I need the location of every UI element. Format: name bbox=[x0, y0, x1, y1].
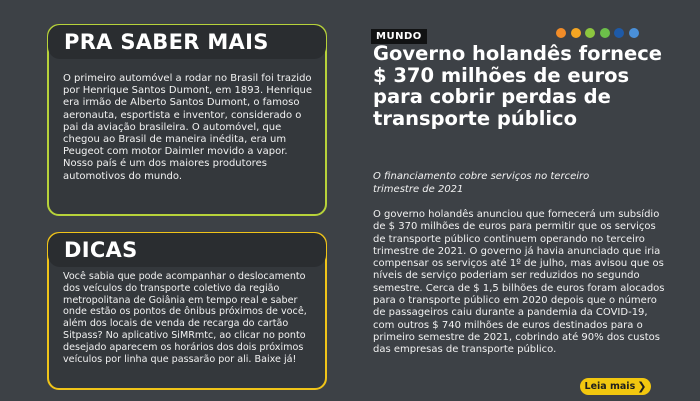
dot-amber bbox=[571, 28, 581, 38]
dot-light-green bbox=[600, 28, 610, 38]
article-headline: Governo holandês fornece $ 370 milhões de euros para cobrir perdas de transporte público bbox=[373, 42, 662, 130]
read-more-label: Leia mais bbox=[584, 381, 636, 392]
pra-saber-mais-header bbox=[48, 25, 326, 59]
pra-saber-mais-text: O primeiro automóvel a rodar no Brasil foi trazido por Henrique Santos Dumont, em 1893. Henrique era irmão de Alberto Santos Dumont, o famoso aeronauta, esportista e inventor, considerado o pai da aviação brasileira. O automóvel, que chegou ao Brasil de maneira inédita, era um Peugeot com motor Daimler movido a vapor. Nosso país é um dos maiores produtores automotivos do mundo. bbox=[63, 73, 313, 182]
chevron-right-icon: ❯ bbox=[637, 380, 647, 393]
pra-saber-mais-title: PRA SABER MAIS bbox=[64, 30, 269, 54]
read-more-button[interactable] bbox=[580, 378, 651, 395]
dicas-header bbox=[48, 233, 326, 267]
article-subtitle: O financiamento cobre serviços no terceiro trimestre de 2021 bbox=[373, 171, 590, 195]
dicas-card bbox=[47, 232, 327, 390]
article-body: O governo holandês anunciou que fornecerá um subsídio de $ 370 milhões de euros para permitir que os serviços de transporte público continuem operando no terceiro trimestre de 2021. O governo já havia anunciado que iria compensar os serviços até 1º de julho, mas avisou que os níveis de serviço poderiam ser reduzidos no segundo semestre. Cerca de $ 1,5 bilhões de euros foram alocados para o transporte público em 2020 depois que o número de passageiros caiu durante a pandemia da COVID-19, com outros $ 740 milhões de euros destinados para o primeiro semestre de 2021, cobrindo até 90% dos custos das empresas de transporte público. bbox=[373, 209, 665, 356]
dot-orange bbox=[556, 28, 566, 38]
pra-saber-mais-card bbox=[47, 24, 327, 216]
dicas-title: DICAS bbox=[64, 238, 138, 262]
dot-light-blue bbox=[629, 28, 639, 38]
dicas-text: Você sabia que pode acompanhar o deslocamento dos veículos do transporte coletivo da região metropolitana de Goiânia em tempo real e saber onde estão os pontos de ônibus próximos de você, além dos locais de venda de recarga do cartão Sitpass? No aplicativo SiMRmtc, ao clicar no ponto desejado aparecem os horários dos dois próximos veículos por linha que passarão por ali. Baixe já! bbox=[63, 271, 307, 365]
section-tag[interactable]: MUNDO bbox=[371, 29, 427, 44]
dot-blue bbox=[614, 28, 624, 38]
color-dots bbox=[556, 28, 639, 38]
dot-green bbox=[585, 28, 595, 38]
